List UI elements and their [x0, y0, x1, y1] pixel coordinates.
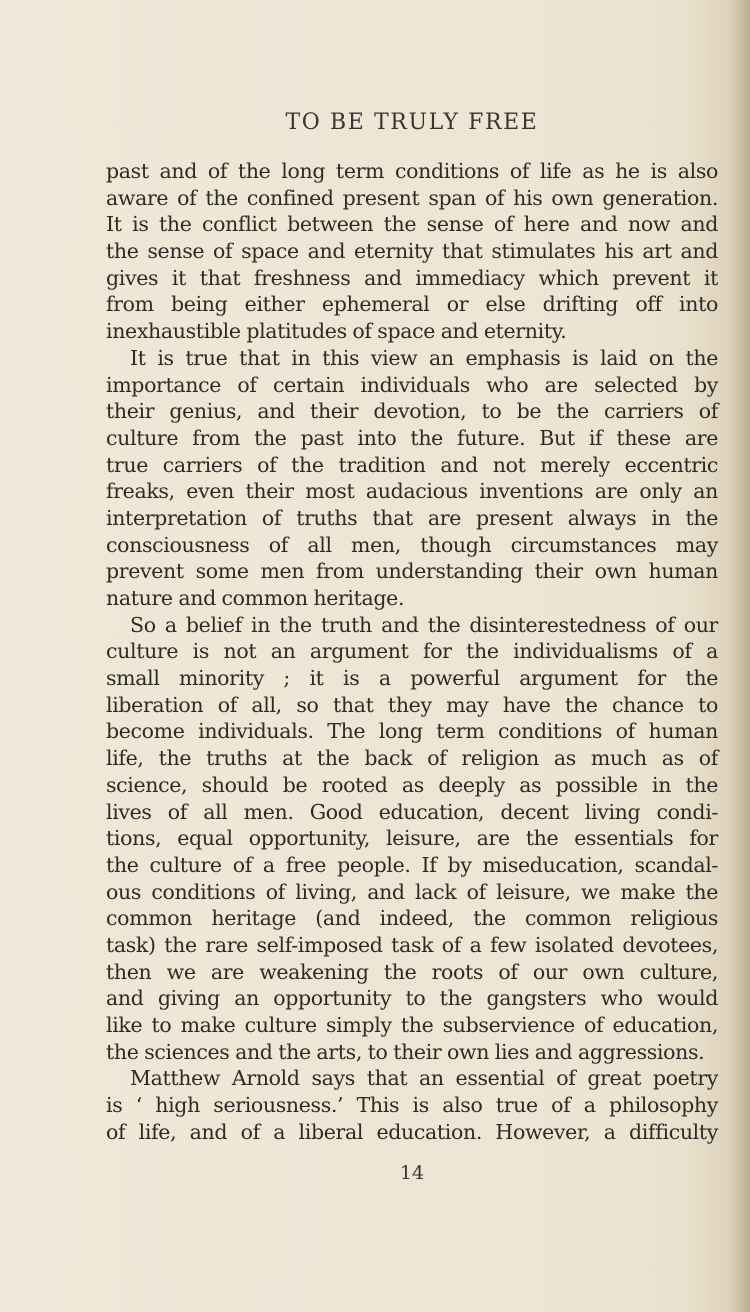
text-line: task) the rare self-imposed task of a few isolated devotees,: [106, 932, 718, 957]
text-line: is ‘ high seriousness.’ This is also true of a philosophy: [106, 1093, 718, 1118]
text-line: and giving an opportunity to the gangsters who would: [106, 986, 718, 1011]
text-line: lives of all men. Good education, decent living condi-: [106, 799, 718, 824]
text-line: their genius, and their devotion, to be the carriers of: [106, 399, 718, 424]
text-line: of life, and of a liberal education. However, a difficulty: [106, 1119, 718, 1144]
text-line: gives it that freshness and immediacy which prevent it: [106, 265, 718, 290]
text-line: nature and common heritage.: [106, 586, 405, 610]
text-line: It is the conflict between the sense of here and now and: [106, 212, 718, 237]
text-line: science, should be rooted as deeply as possible in the: [106, 772, 718, 797]
text-line: small minority ; it is a powerful argument for the: [106, 666, 718, 691]
text-line: true carriers of the tradition and not merely eccentric: [106, 452, 718, 477]
text-line: the sense of space and eternity that stimulates his art and: [106, 239, 718, 264]
body-text: [106, 158, 718, 1145]
text-line: the sciences and the arts, to their own lies and aggressions.: [106, 1039, 705, 1064]
text-line: past and of the long term conditions of life as he is also: [106, 159, 718, 183]
text-line: common heritage (and indeed, the common religious: [106, 906, 718, 931]
text-line: then we are weakening the roots of our own culture,: [106, 959, 718, 984]
text-line: tions, equal opportunity, leisure, are the essentials for: [106, 826, 718, 851]
text-line: culture is not an argument for the individualisms of a: [106, 639, 718, 664]
text-line: It is true that in this view an emphasis is laid on the: [130, 345, 718, 370]
text-line: become individuals. The long term conditions of human: [106, 719, 718, 744]
text-line: ous conditions of living, and lack of leisure, we make the: [106, 879, 718, 904]
page-number: 14: [399, 1162, 425, 1184]
text-line: liberation of all, so that they may have the chance to: [106, 692, 718, 717]
text-line: life, the truths at the back of religion as much as of: [106, 746, 718, 771]
text-line: culture from the past into the future. But if these are: [106, 425, 718, 450]
text-line: Matthew Arnold says that an essential of great poetry: [130, 1066, 718, 1091]
text-line: importance of certain individuals who are selected by: [106, 372, 718, 397]
page-edge-shadow: [732, 0, 750, 1312]
text-line: like to make culture simply the subservience of education,: [106, 1013, 718, 1037]
text-line: interpretation of truths that are present always in the: [106, 505, 718, 530]
text-line: the culture of a free people. If by miseducation, scandal-: [106, 852, 718, 877]
text-line: prevent some men from understanding their own human: [106, 559, 718, 584]
text-line: freaks, even their most audacious inventions are only an: [106, 479, 718, 504]
running-head: TO BE TRULY FREE: [285, 110, 539, 135]
text-line: inexhaustible platitudes of space and eternity.: [106, 319, 567, 344]
text-line: from being either ephemeral or else drifting off into: [106, 292, 718, 317]
text-line: aware of the confined present span of his own generation.: [106, 185, 718, 210]
text-line: So a belief in the truth and the disinterestedness of our: [130, 612, 718, 637]
text-line: consciousness of all men, though circumstances may: [106, 532, 718, 557]
